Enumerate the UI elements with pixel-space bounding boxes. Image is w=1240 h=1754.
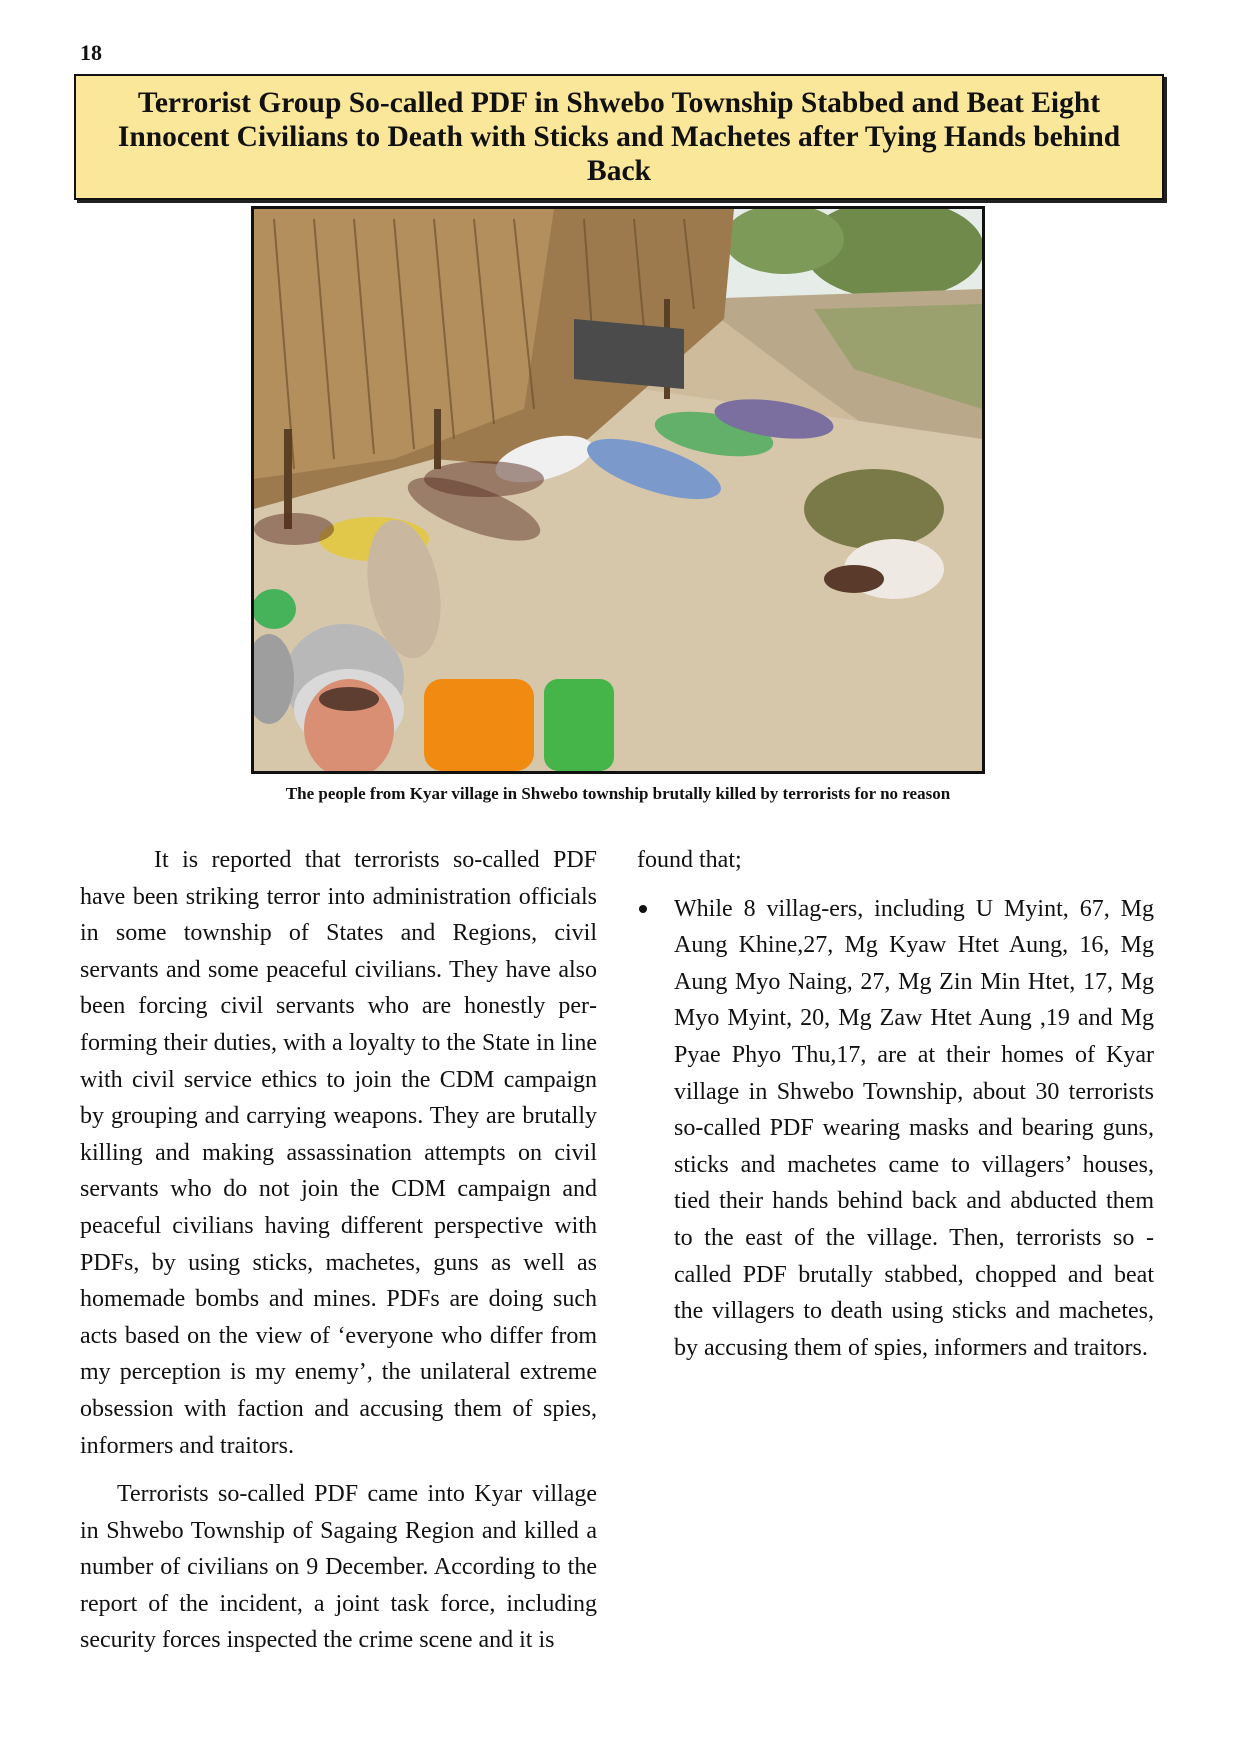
article-paragraph-1: It is reported that terrorists so-called PDF have been striking terror into administration officials in some township of States and Regions, civil servants and some peaceful civilians. They have also been forcing civil servants who are honestly performing their duties, with a loyalty to the State in line with civil service ethics to join the CDM campaign by grouping and carrying weapons. They are brutally killing and making assassination attempts on civil servants who do not join the CDM campaign and peaceful civilians having different perspective with PDFs, by using sticks, machetes, guns as well as homemade bombs and mines. PDFs are doing such acts based on the view of ‘everyone who differ from my perception is my enemy’, the unilateral extreme obsession with faction and accusing them of spies, informers and traitors. [80,847,597,1459]
news-photo-illustration [254,209,982,771]
headline-title: Terrorist Group So-called PDF in Shwebo Township Stabbed and Beat Eight Innocent Civilians to Death with Sticks and Machetes after Tying Hands behind Back [117,87,1121,187]
article-paragraph-2-continued: found that; [637,847,742,873]
photo-caption: The people from Kyar village in Shwebo township brutally killed by terrorists for no reason [285,784,951,803]
article-column-right [637,842,1154,1366]
page-number: 18 [80,40,102,65]
article-bullet-text: While 8 villag-ers, including U Myint, 67, Mg Aung Khine,27, Mg Kyaw Htet Aung, 16, Mg Aung Myo Naing, 27, Mg Zin Min Htet, 17, Mg Myo Myint, 20, Mg Zaw Htet Aung ,19 and Mg Pyae Phyo Thu,17, are at their homes of Kyar village in Shwebo Township, about 30 terrorists so-called PDF wearing masks and bearing guns, sticks and machetes came to villagers’ houses, tied their hands behind back and abducted them to the east of the village. Then, terrorists so -called PDF brutally stabbed, chopped and beat the villagers to death using sticks and machetes, by accusing them of spies, informers and traitors. [674,895,1154,1361]
article-bullet-item [637,891,1154,1367]
article-paragraph-2: Terrorists so-called PDF came into Kyar village in Shwebo Township of Sagaing Region and killed a number of civilians on 9 December. According to the report of the incident, a joint task force, including security forces inspected the crime scene and it is [80,1481,597,1654]
headline-box [74,74,1164,200]
bullet-marker-icon [639,905,647,913]
article-column-left [80,842,597,1659]
news-photo [251,206,985,774]
